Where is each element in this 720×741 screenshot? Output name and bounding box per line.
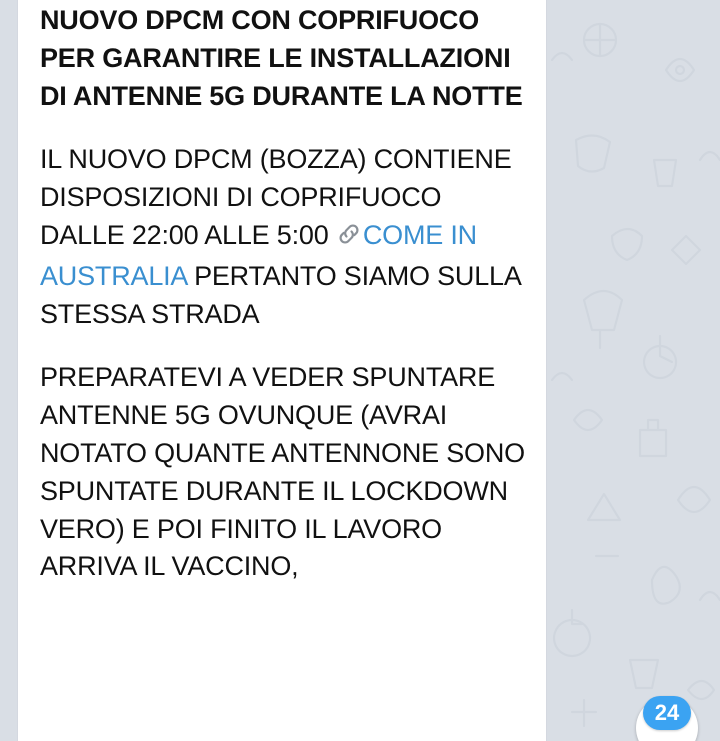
- link-chain-icon: [336, 220, 362, 258]
- message-paragraph-link: [40, 141, 526, 333]
- message-text-before-link: IL NUOVO DPCM (BOZZA) CONTIENE DISPOSIZIONI DI COPRIFUOCO DALLE 22:00 ALLE 5:00: [40, 144, 512, 250]
- message-heading: NUOVO DPCM CON COPRIFUOCO PER GARANTIRE LE INSTALLAZIONI DI ANTENNE 5G DURANTE LA NOTTE: [40, 5, 523, 111]
- message-bubble[interactable]: [18, 0, 546, 741]
- wallpaper-right-strip: [548, 0, 720, 741]
- unread-count-badge[interactable]: 24: [643, 696, 691, 730]
- message-paragraph-body: PREPARATEVI A VEDER SPUNTARE ANTENNE 5G OVUNQUE (AVRAI NOTATO QUANTE ANTENNONE SONO SPUNTATE DURANTE IL LOCKDOWN VERO) E POI FINITO IL LAVORO ARRIVA IL VACCINO,: [40, 362, 525, 582]
- message-text: [40, 2, 526, 586]
- message-text-after-link: PERTANTO SIAMO SULLA STESSA STRADA: [40, 260, 521, 329]
- link-come-in-australia[interactable]: COME IN AUSTRALIA: [40, 219, 477, 291]
- scroll-to-bottom-button[interactable]: [636, 697, 698, 741]
